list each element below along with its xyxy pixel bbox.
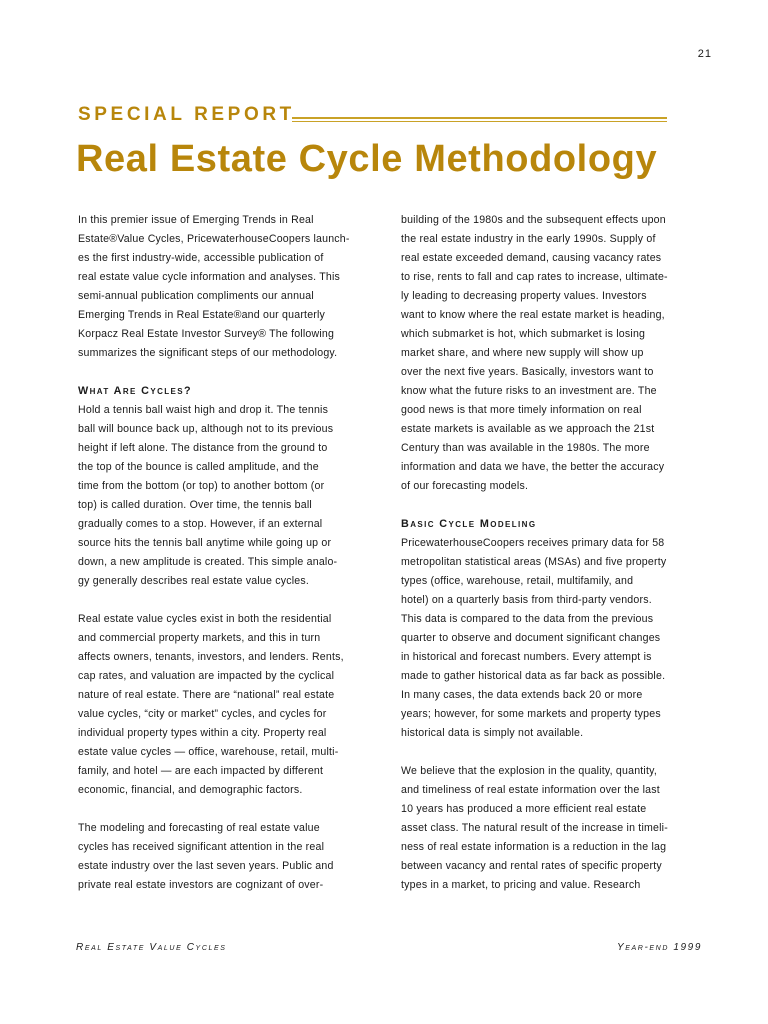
text-line: family, and hotel — are each impacted by different bbox=[78, 765, 324, 777]
text-line: This data is compared to the data from the previous bbox=[401, 613, 654, 625]
text-line: nature of real estate. There are “national” real estate bbox=[78, 689, 335, 701]
text-line: estate value cycles — office, warehouse, retail, multi- bbox=[78, 746, 339, 758]
body-paragraph bbox=[78, 610, 390, 800]
text-line: of our forecasting models. bbox=[401, 480, 529, 492]
text-line: summarizes the significant steps of our methodology. bbox=[78, 347, 338, 359]
footer-publication-name: Real Estate Value Cycles bbox=[76, 942, 227, 953]
section-kicker: SPECIAL REPORT bbox=[78, 104, 295, 125]
text-line: ness of real estate information is a reduction in the lag bbox=[401, 841, 667, 853]
text-line: 10 years has produced a more efficient real estate bbox=[401, 803, 647, 815]
text-line: affects owners, tenants, investors, and lenders. Rents, bbox=[78, 651, 344, 663]
text-line: real estate value cycle information and analyses. This bbox=[78, 271, 341, 283]
article-title: Real Estate Cycle Methodology bbox=[76, 138, 658, 180]
text-line: Korpacz Real Estate Investor Survey® The following bbox=[78, 328, 335, 340]
text-line: value cycles, “city or market” cycles, and cycles for bbox=[78, 708, 327, 720]
body-paragraph bbox=[78, 401, 390, 591]
text-line: and commercial property markets, and this in turn bbox=[78, 632, 321, 644]
text-line: cycles has received significant attention in the real bbox=[78, 841, 325, 853]
text-line: economic, financial, and demographic factors. bbox=[78, 784, 303, 796]
text-line: cap rates, and valuation are impacted by the cyclical bbox=[78, 670, 335, 682]
text-line: building of the 1980s and the subsequent effects upon bbox=[401, 214, 666, 226]
text-line: hotel) on a quarterly basis from third-party vendors. bbox=[401, 594, 652, 606]
footer-issue-date: Year-end 1999 bbox=[617, 942, 702, 953]
text-line: which submarket is hot, which submarket is losing bbox=[401, 328, 646, 340]
text-line: individual property types within a city. Property real bbox=[78, 727, 327, 739]
page-number: 21 bbox=[697, 48, 712, 60]
text-line: estate industry over the last seven years. Public and bbox=[78, 860, 334, 872]
text-line: types in a market, to pricing and value. Research bbox=[401, 879, 641, 891]
text-line: down, a new amplitude is created. This simple analo- bbox=[78, 556, 338, 568]
text-line: Emerging Trends in Real Estate®and our quarterly bbox=[78, 309, 326, 321]
text-line: Estate®Value Cycles, PricewaterhouseCoopers launch- bbox=[78, 233, 350, 245]
text-line: PricewaterhouseCoopers receives primary data for 58 bbox=[401, 537, 665, 549]
text-line: the real estate industry in the early 1990s. Supply of bbox=[401, 233, 656, 245]
text-line: metropolitan statistical areas (MSAs) and five property bbox=[401, 556, 667, 568]
intro-paragraph bbox=[78, 211, 390, 363]
left-column bbox=[78, 211, 390, 895]
text-line: estate markets is available as we approach the 21st bbox=[401, 423, 655, 435]
body-paragraph bbox=[78, 819, 390, 895]
kicker-rule bbox=[292, 117, 667, 122]
section-heading-what-are-cycles: What Are Cycles? bbox=[78, 385, 193, 397]
text-line: good news is that more timely information on real bbox=[401, 404, 642, 416]
text-line: ly leading to decreasing property values. Investors bbox=[401, 290, 647, 302]
text-line: historical data is simply not available. bbox=[401, 727, 584, 739]
body-paragraph bbox=[401, 211, 713, 496]
text-line: Century than was available in the 1980s. The more bbox=[401, 442, 650, 454]
text-line: market share, and where new supply will show up bbox=[401, 347, 644, 359]
text-line: private real estate investors are cognizant of over- bbox=[78, 879, 324, 891]
text-line: information and data we have, the better the accuracy bbox=[401, 461, 665, 473]
text-line: and timeliness of real estate information over the last bbox=[401, 784, 660, 796]
text-line: time from the bottom (or top) to another bottom (or bbox=[78, 480, 325, 492]
text-line: real estate exceeded demand, causing vacancy rates bbox=[401, 252, 662, 264]
body-paragraph bbox=[401, 534, 713, 743]
text-line: over the next five years. Basically, investors want to bbox=[401, 366, 654, 378]
text-line: the top of the bounce is called amplitude, and the bbox=[78, 461, 319, 473]
text-line: types (office, warehouse, retail, multifamily, and bbox=[401, 575, 634, 587]
text-line: asset class. The natural result of the increase in timeli- bbox=[401, 822, 668, 834]
text-line: in historical and forecast numbers. Every attempt is bbox=[401, 651, 652, 663]
text-line: The modeling and forecasting of real estate value bbox=[78, 822, 320, 834]
text-line: want to know where the real estate market is heading, bbox=[401, 309, 665, 321]
text-line: gradually comes to a stop. However, if an external bbox=[78, 518, 323, 530]
text-line: In this premier issue of Emerging Trends in Real bbox=[78, 214, 314, 226]
text-line: source hits the tennis ball anytime while going up or bbox=[78, 537, 332, 549]
text-line: years; however, for some markets and property types bbox=[401, 708, 661, 720]
text-line: We believe that the explosion in the quality, quantity, bbox=[401, 765, 657, 777]
text-line: ball will bounce back up, although not to its previous bbox=[78, 423, 334, 435]
text-line: made to gather historical data as far back as possible. bbox=[401, 670, 666, 682]
text-line: between vacancy and rental rates of specific property bbox=[401, 860, 662, 872]
text-line: Hold a tennis ball waist high and drop it. The tennis bbox=[78, 404, 329, 416]
right-column bbox=[401, 211, 713, 895]
text-line: quarter to observe and document significant changes bbox=[401, 632, 661, 644]
text-line: height if left alone. The distance from the ground to bbox=[78, 442, 328, 454]
text-line: gy generally describes real estate value cycles. bbox=[78, 575, 310, 587]
text-line: know what the future risks to an investment are. The bbox=[401, 385, 657, 397]
text-line: semi-annual publication compliments our annual bbox=[78, 290, 314, 302]
text-line: es the first industry-wide, accessible publication of bbox=[78, 252, 324, 264]
section-heading-basic-cycle-modeling: Basic Cycle Modeling bbox=[401, 518, 537, 530]
text-line: In many cases, the data extends back 20 or more bbox=[401, 689, 643, 701]
text-line: to rise, rents to fall and cap rates to increase, ultimate- bbox=[401, 271, 668, 283]
text-line: top) is called duration. Over time, the tennis ball bbox=[78, 499, 312, 511]
text-line: Real estate value cycles exist in both the residential bbox=[78, 613, 332, 625]
body-paragraph bbox=[401, 762, 713, 895]
